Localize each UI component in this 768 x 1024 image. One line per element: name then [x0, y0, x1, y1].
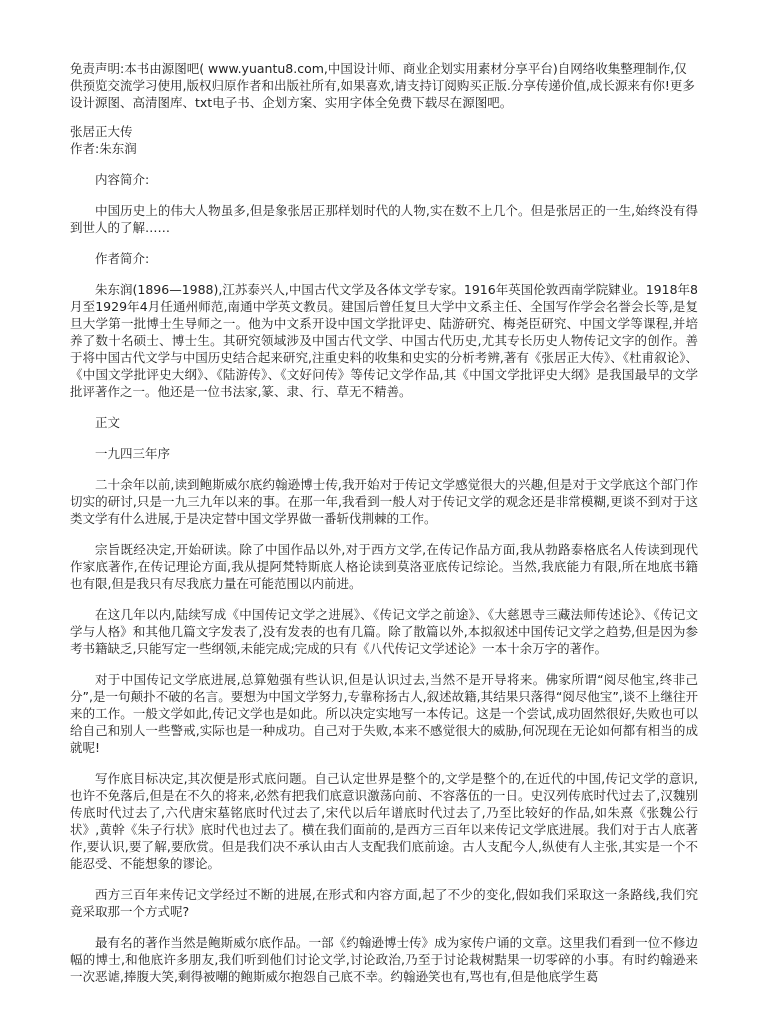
paragraph: 在这几年以内,陆续写成《中国传记文学之进展》、《传记文学之前途》、《大慈恩寺三藏法师传述论》、《传记文学与人格》和其他几篇文字发表了,没有发表的也有几篇。除了散篇以外,本拟叙述中国传记文学之趋势,但是因为参考书籍缺乏,只能写定一些纲领,未能完成;完成的只有《八代传记文学述论》一本十余万字的著作。 [70, 607, 698, 656]
paragraph: 西方三百年来传记文学经过不断的进展,在形式和内容方面,起了不少的变化,假如我们采取这一条路线,我们究竟采取那一个方式呢? [70, 887, 698, 919]
paragraph: 宗旨既经决定,开始研读。除了中国作品以外,对于西方文学,在传记作品方面,我从勃路泰格底名人传读到现代作家底著作,在传记理论方面,我从提阿梵特斯底人格论读到莫洛亚底传记综论。当然,我底能力有限,所在地底书籍也有限,但是我只有尽我底力量在可能范围以内前进。 [70, 542, 698, 591]
author-line: 作者:朱东润 [70, 141, 137, 156]
paragraph: 写作底目标决定,其次便是形式底问题。自己认定世界是整个的,文学是整个的,在近代的中国,传记文学的意识,也许不免落后,但是在不久的将来,必然有把我们底意识激荡向前、不容落伍的一日。史汉列传底时代过去了,汉魏别传底时代过去了,六代唐宋墓铭底时代过去了,宋代以后年谱底时代过去了,乃至比较好的作品,如朱熹《张魏公行状》,黄幹《朱子行状》底时代也过去了。横在我们面前的,是西方三百年以来传记文学底进展。我们对于古人底著作,要认识,要了解,要欣赏。但是我们决不承认由古人支配我们底前途。古人支配今人,纵使有人主张,其实是一个不能忍受、不能想象的谬论。 [70, 771, 698, 871]
summary-text: 中国历史上的伟大人物虽多,但是象张居正那样划时代的人物,实在数不上几个。但是张居正的一生,始终没有得到世人的了解…… [70, 203, 698, 235]
author-bio: 朱东润(1896—1988),江苏泰兴人,中国古代文学及各体文学专家。1916年英国伦敦西南学院肄业。1918年8月至1929年4月任通州师范,南通中学英文教员。建国后曾任复旦大学中文系主任、全国写作学会名誉会长等,是复旦大学第一批博士生导师之一。他为中文系开设中国文学批评史、陆游研究、梅尧臣研究、中国文学等课程,并培养了数十名硕士、博士生。其研究领域涉及中国古代文学、中国古代历史,尤其专长历史人物传记文字的创作。善于将中国古代文学与中国历史结合起来研究,注重史料的收集和史实的分析考辨,著有《张居正大传》、《杜甫叙论》、《中国文学批评史大纲》、《陆游传》、《文好问传》等传记文学作品,其《中国文学批评史大纲》是我国最早的文学批评著作之一。他还是一位书法家,篆、隶、行、草无不精善。 [70, 282, 698, 399]
preface-heading: 一九四三年序 [95, 446, 171, 461]
disclaimer-text: 免责声明:本书由源图吧( www.yuantu8.com,中国设计师、商业企划实用素材分享平台)自网络收集整理制作,仅供预览交流学习使用,版权归原作者和出版社所有,如果喜欢,请支持订阅购买正版.分享传递价值,成长源来有你!更多设计源图、高清图库、txt电子书、企划方案、实用字体全免费下载尽在源图吧。 [70, 61, 695, 110]
author-heading: 作者简介: [95, 251, 150, 266]
paragraph: 最有名的著作当然是鲍斯威尔底作品。一部《约翰逊博士传》成为家传户诵的文章。这里我们看到一位不修边幅的博士,和他底许多朋友,我们听到他们讨论文学,讨论政治,乃至于讨论栽树黠果一切零碎的小事。有时约翰逊来一次恶谑,捧腹大笑,剩得被嘲的鲍斯威尔抱怨自己底不幸。约翰逊笑也有,骂也有,但是他底学生葛 [70, 935, 698, 984]
book-title: 张居正大传 [70, 124, 133, 139]
paragraph: 对于中国传记文学底进展,总算勉强有些认识,但是认识过去,当然不是开导将来。佛家所谓“阅尽他宝,终非己分”,是一句颠扑不破的名言。要想为中国文学努力,专靠称扬古人,叙述故籍,其结果只落得“阅尽他宝”,谈不上继往开来的工作。一般文学如此,传记文学也是如此。所以决定实地写一本传记。这是一个尝试,成功固然很好,失败也可以给自己和别人一些警戒,实际也是一种成功。自己对于失败,本来不感觉很大的威胁,何况现在无论如何都有相当的成就呢! [70, 672, 698, 755]
summary-heading: 内容简介: [95, 172, 150, 187]
body-heading: 正文 [95, 415, 121, 430]
paragraph: 二十余年以前,读到鲍斯威尔底约翰逊博士传,我开始对于传记文学感觉很大的兴趣,但是对于文学底这个部门作切实的研讨,只是一九三九年以来的事。在那一年,我看到一般人对于传记文学的观念还是非常模糊,更谈不到对于这类文学有什么进展,于是决定替中国文学界做一番斩伐荆棘的工作。 [70, 477, 698, 526]
